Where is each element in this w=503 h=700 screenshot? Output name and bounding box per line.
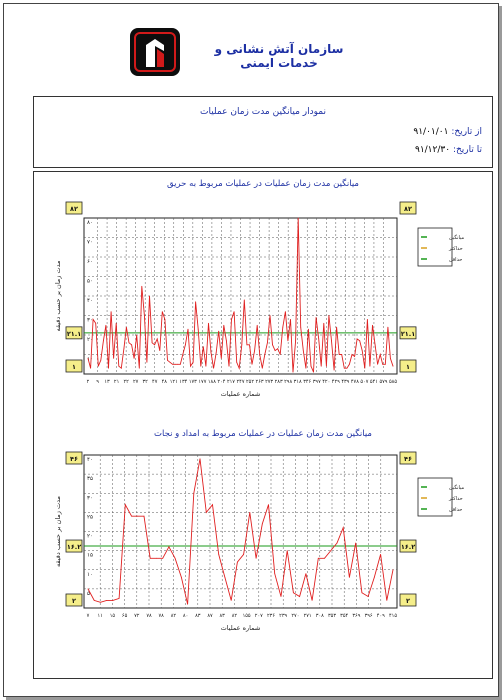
chart-1-xtick-label: ۵۰۷: [360, 379, 369, 385]
chart-1-data-point: [188, 329, 189, 330]
chart-1-xtick-label: ۱۲۱: [169, 379, 178, 385]
chart-1-data-point: [211, 352, 212, 353]
chart-2-ytick-label: ۲۵: [87, 514, 93, 521]
chart-1-data-point: [275, 350, 276, 351]
chart-1-data-point: [165, 319, 166, 320]
chart-1-data-point: [347, 368, 348, 369]
chart-1-data-point: [295, 340, 296, 341]
chart-1-legend-label: حداکثر: [449, 246, 463, 252]
chart-2-data-point: [137, 516, 138, 517]
from-date-value: ۹۱/۰۱/۰۱: [413, 127, 449, 137]
chart-1-data-point: [344, 368, 345, 369]
chart-1-data-point: [390, 358, 391, 359]
chart-1-x-axis-label: شماره عملیات: [220, 390, 261, 398]
chart-1-data-point: [95, 323, 96, 324]
chart-1-data-point: [385, 364, 386, 365]
chart-2-data-point: [150, 558, 151, 559]
chart-2-data-point: [200, 458, 201, 459]
chart-2-data-point: [131, 516, 132, 517]
chart-1-data-point: [147, 362, 148, 363]
chart-1-data-point: [285, 311, 286, 312]
chart-1-data-point: [177, 364, 178, 365]
chart-2-data-point: [262, 524, 263, 525]
chart-2-data-point: [187, 604, 188, 605]
chart-1-ytick-label: ۱۰: [87, 356, 93, 363]
chart-2-data-point: [249, 512, 250, 513]
chart-2-xtick-label: ۸۳: [195, 613, 201, 619]
report-header: [4, 4, 498, 92]
chart-1-data-point: [323, 323, 324, 324]
chart-1-data-point: [195, 301, 196, 302]
chart-2-title: میانگین مدت زمان عملیات در عملیات مربوط به امداد و نجات: [154, 429, 372, 439]
chart-1-data-point: [354, 356, 355, 357]
chart-1-data-point: [226, 340, 227, 341]
chart-1-min-badge-left-label: ۱: [72, 363, 76, 371]
chart-1-data-point: [331, 340, 332, 341]
chart-2-max-badge-right-label: ۴۶: [404, 455, 412, 463]
chart-1-ytick-label: ۶۰: [87, 259, 93, 265]
chart-1-data-point: [175, 364, 176, 365]
chart-1-data-point: [259, 354, 260, 355]
chart-1-xtick-label: ۴۷: [152, 379, 158, 385]
charts-canvas: [34, 172, 492, 678]
charts-box: [33, 171, 493, 679]
chart-1-min-badge-right-label: ۱: [406, 363, 410, 371]
chart-2-xtick-label: ۳۹۶: [364, 613, 373, 619]
chart-2-xtick-label: ۳۶۹: [352, 613, 361, 619]
chart-2-avg-badge-left-label: ۱۶.۲: [66, 543, 82, 552]
chart-1-data-point: [172, 364, 173, 365]
chart-2-xtick-label: ۱۵۵: [242, 613, 251, 619]
chart-1-ytick-label: ۲۰: [87, 337, 93, 343]
chart-1-data-point: [254, 350, 255, 351]
chart-1-xtick-label: ۲۵۲: [246, 379, 255, 385]
chart-1-xtick-label: ۱۳: [104, 379, 110, 385]
chart-1-xtick-label: ۱۷۳: [188, 379, 197, 385]
chart-1-ytick-label: ۳۰: [87, 317, 93, 324]
chart-1-data-point: [185, 344, 186, 345]
chart-1-data-point: [370, 366, 371, 367]
chart-2-ytick-label: ۴۰: [87, 457, 93, 463]
chart-1-data-point: [388, 327, 389, 328]
chart-1-data-point: [272, 344, 273, 345]
chart-1-data-point: [357, 339, 358, 340]
chart-1-data-point: [139, 368, 140, 369]
chart-1-ytick-label: ۷۰: [87, 239, 93, 246]
chart-1-data-point: [231, 319, 232, 320]
chart-1-data-point: [339, 354, 340, 355]
chart-2-data-point: [349, 577, 350, 578]
chart-1-xtick-label: ۲۱: [113, 379, 120, 385]
chart-1-data-point: [290, 319, 291, 320]
chart-1-data-point: [111, 311, 112, 312]
chart-2-data-point: [330, 550, 331, 551]
chart-1-xtick-label: ۲۰۴: [217, 379, 226, 385]
chart-1-data-point: [121, 368, 122, 369]
chart-1-data-point: [234, 311, 235, 312]
chart-2-xtick-label: ۱۱: [97, 613, 103, 619]
chart-2-ytick-label: ۱۵: [87, 552, 93, 559]
chart-1-data-point: [359, 340, 360, 341]
chart-2-data-point: [206, 512, 207, 513]
chart-1-legend-label: میانگین: [449, 235, 465, 241]
chart-2-x-axis-label: شماره عملیات: [220, 624, 261, 632]
chart-1-xtick-label: ۲: [86, 379, 90, 385]
chart-2-data-point: [94, 600, 95, 601]
chart-1-data-point: [113, 358, 114, 359]
chart-2-xtick-label: ۳۵۳: [327, 613, 337, 619]
chart-1-data-point: [382, 364, 383, 365]
chart-1-data-point: [326, 366, 327, 367]
chart-1-data-point: [131, 344, 132, 345]
chart-2-data-point: [162, 558, 163, 559]
chart-1-max-badge-right-label: ۸۲: [404, 205, 412, 213]
chart-2-data-point: [218, 554, 219, 555]
chart-1-data-point: [262, 368, 263, 369]
chart-1-data-point: [180, 364, 181, 365]
chart-1-xtick-label: ۲۸۳: [274, 379, 283, 385]
chart-2-max-badge-left-label: ۴۶: [70, 455, 78, 463]
chart-1-data-point: [282, 327, 283, 328]
chart-1-xtick-label: ۴۳۹: [341, 379, 350, 385]
chart-1-ytick-label: ۴۰: [87, 298, 93, 304]
chart-1-data-point: [267, 342, 268, 343]
chart-2-xtick-label: ۴۰۹: [376, 613, 385, 619]
chart-2-xtick-label: ۸۲: [170, 613, 177, 619]
chart-1-data-point: [375, 344, 376, 345]
chart-2-data-point: [212, 504, 213, 505]
chart-1-data-point: [308, 329, 309, 330]
report-page: [3, 3, 499, 697]
chart-1-avg-badge-left-label: ۲۱.۱: [66, 329, 82, 338]
chart-2-data-point: [374, 577, 375, 578]
chart-2-min-badge-left-label: ۲: [72, 597, 76, 605]
chart-2-xtick-label: ۲۰۷: [254, 613, 263, 619]
chart-1-data-point: [321, 366, 322, 367]
chart-1-data-point: [129, 342, 130, 343]
chart-1-data-point: [300, 327, 301, 328]
chart-1-data-point: [377, 364, 378, 365]
chart-1-legend: [418, 228, 452, 266]
chart-1-xtick-label: ۲۴۷: [236, 379, 245, 385]
chart-1-data-point: [106, 325, 107, 326]
chart-1-data-point: [221, 358, 222, 359]
chart-1-data-point: [349, 364, 350, 365]
chart-1-data-point: [144, 315, 145, 316]
chart-2-data-point: [106, 600, 107, 601]
chart-2-data-point: [225, 577, 226, 578]
chart-1-data-point: [118, 366, 119, 367]
chart-1-xtick-label: ۹: [96, 379, 99, 385]
chart-2-data-point: [281, 596, 282, 597]
chart-1-data-point: [313, 372, 314, 373]
chart-2-data-point: [193, 493, 194, 494]
chart-1-data-point: [116, 323, 117, 324]
chart-1-title: میانگین مدت زمان عملیات در عملیات مربوط به حریق: [167, 179, 359, 189]
chart-2-data-point: [355, 543, 356, 544]
chart-1-xtick-label: ۴۷۸: [350, 379, 359, 385]
chart-1-xtick-label: ۳۹۷: [312, 379, 321, 385]
chart-2-data-point: [256, 558, 257, 559]
chart-2-legend: [418, 478, 452, 516]
chart-1-data-point: [288, 340, 289, 341]
chart-1-data-point: [380, 354, 381, 355]
chart-1-xtick-label: ۲۲: [123, 379, 129, 385]
chart-2-data-point: [100, 602, 101, 603]
chart-1-data-point: [90, 368, 91, 369]
chart-1-data-point: [152, 342, 153, 343]
chart-2-xtick-label: ۲۳۹: [279, 613, 288, 619]
chart-1-data-point: [241, 344, 242, 345]
chart-2-data-point: [175, 558, 176, 559]
from-date-line: [413, 127, 482, 137]
chart-1-data-point: [364, 368, 365, 369]
chart-1-xtick-label: ۴۸: [161, 379, 167, 385]
chart-1-data-point: [88, 358, 89, 359]
chart-2-xtick-label: ۱۵: [109, 613, 116, 619]
chart-1-xtick-label: ۱۷۷: [198, 379, 207, 385]
chart-1-data-point: [303, 350, 304, 351]
chart-2-data-point: [299, 596, 300, 597]
chart-1-data-point: [352, 354, 353, 355]
chart-2-legend-label: میانگین: [449, 485, 465, 491]
chart-1-data-point: [334, 370, 335, 371]
chart-1-legend-label: حداقل: [449, 257, 463, 263]
chart-1-data-point: [298, 218, 299, 219]
chart-2-data-point: [287, 550, 288, 551]
chart-2-xtick-label: ۶۵: [121, 613, 128, 619]
chart-2-ytick-label: ۵: [87, 590, 90, 597]
chart-1-data-point: [159, 350, 160, 351]
chart-1-xtick-label: ۳۱۸: [293, 379, 302, 385]
report-info-box: [33, 96, 493, 168]
chart-2-xtick-label: ۸۰: [182, 613, 189, 619]
chart-2-data-point: [368, 596, 369, 597]
chart-1-data-point: [124, 348, 125, 349]
chart-1-xtick-label: ۱۸۸: [207, 379, 216, 385]
chart-2-data-point: [181, 577, 182, 578]
chart-1-data-point: [229, 366, 230, 367]
chart-1-data-point: [149, 296, 150, 297]
chart-1-data-point: [100, 360, 101, 361]
chart-1-data-point: [103, 340, 104, 341]
chart-2-data-point: [144, 516, 145, 517]
chart-2-data-point: [293, 592, 294, 593]
chart-1-data-point: [213, 368, 214, 369]
chart-2-xtick-label: ۸۷: [207, 613, 213, 619]
chart-1-data-point: [206, 366, 207, 367]
chart-1-data-point: [126, 327, 127, 328]
to-date-value: ۹۱/۱۲/۳۰: [414, 145, 451, 155]
chart-1-data-point: [247, 344, 248, 345]
chart-2-data-point: [231, 600, 232, 601]
chart-1-data-point: [311, 366, 312, 367]
from-date-label: از تاریخ:: [451, 127, 482, 137]
chart-1-xtick-label: ۵۴۱: [369, 379, 378, 385]
chart-1-xtick-label: ۲۷: [132, 379, 139, 385]
chart-1-data-point: [200, 366, 201, 367]
chart-2-data-point: [312, 600, 313, 601]
chart-1-data-point: [108, 368, 109, 369]
chart-1-data-point: [277, 348, 278, 349]
chart-2-xtick-label: ۲۳۶: [266, 613, 276, 619]
chart-1-xtick-label: ۵۸۵: [388, 379, 398, 385]
chart-1-data-point: [198, 329, 199, 330]
chart-1-data-point: [134, 358, 135, 359]
chart-1-xtick-label: ۲۷۳: [265, 379, 274, 385]
chart-2-xtick-label: ۷۸: [146, 613, 152, 619]
chart-2-data-point: [274, 573, 275, 574]
chart-2-xtick-label: ۷۸: [158, 613, 164, 619]
chart-1-data-point: [193, 362, 194, 363]
chart-2-xtick-label: ۲۷۰: [291, 613, 300, 619]
chart-1-data-point: [236, 362, 237, 363]
chart-1-data-point: [244, 300, 245, 301]
chart-2-xtick-label: ۳۰۸: [315, 613, 324, 619]
chart-1-data-point: [167, 360, 168, 361]
chart-1-data-point: [190, 366, 191, 367]
chart-1-data-point: [306, 368, 307, 369]
chart-1-xtick-label: ۲۶۳: [255, 379, 264, 385]
chart-1-data-point: [182, 354, 183, 355]
chart-2-data-point: [119, 598, 120, 599]
chart-1-data-point: [393, 366, 394, 367]
chart-2-data-point: [324, 558, 325, 559]
chart-2-legend-label: حداکثر: [449, 496, 463, 502]
chart-2-data-point: [243, 554, 244, 555]
chart-2-data-point: [237, 562, 238, 563]
chart-2-xtick-label: ۲۷۱: [303, 613, 312, 619]
chart-1-y-axis-label: مدت زمان بر حسب دقیقه: [54, 260, 62, 332]
fire-department-logo: [129, 27, 181, 77]
chart-1-data-point: [336, 327, 337, 328]
chart-1-data-point: [157, 339, 158, 340]
chart-2-data-point: [306, 573, 307, 574]
chart-1-data-point: [223, 325, 224, 326]
organization-name: سازمان آتش نشانی و خدمات ایمنی: [214, 42, 344, 70]
chart-1-data-point: [239, 368, 240, 369]
chart-2-data-point: [88, 589, 89, 590]
chart-1-xtick-label: ۱۳۴: [179, 379, 188, 385]
report-title: نمودار میانگین مدت زمان عملیات: [200, 107, 326, 117]
chart-1-xtick-label: ۳۴۶: [303, 379, 312, 385]
chart-2-data-point: [380, 554, 381, 555]
chart-1-data-point: [329, 315, 330, 316]
chart-1-ytick-label: ۵۰: [87, 278, 93, 285]
chart-1-data-point: [257, 325, 258, 326]
chart-2-data-point: [125, 504, 126, 505]
chart-2-y-axis-label: مدت زمان بر حسب دقیقه: [54, 496, 62, 567]
chart-1-data-point: [252, 364, 253, 365]
chart-2-xtick-label: ۳۵۴: [340, 613, 349, 619]
chart-1-xtick-label: ۵۷۹: [379, 379, 388, 385]
chart-2-data-point: [318, 558, 319, 559]
chart-2-data-point: [386, 600, 387, 601]
chart-1-data-point: [203, 346, 204, 347]
chart-2-xtick-label: ۷۲: [134, 613, 140, 619]
chart-1-data-point: [136, 335, 137, 336]
chart-1-data-point: [372, 325, 373, 326]
chart-1-data-point: [293, 372, 294, 373]
chart-1-xtick-label: ۴۲۰: [322, 379, 331, 385]
chart-1-ytick-label: ۸۰: [87, 220, 93, 226]
chart-2-data-point: [393, 569, 394, 570]
chart-2-data-point: [156, 558, 157, 559]
chart-2-data-point: [169, 546, 170, 547]
chart-1-data-point: [367, 319, 368, 320]
chart-2-data-point: [362, 592, 363, 593]
chart-1-data-point: [318, 339, 319, 340]
chart-1-data-point: [98, 366, 99, 367]
chart-1-max-badge-left-label: ۸۲: [70, 205, 78, 213]
chart-2-data-point: [268, 504, 269, 505]
chart-2-xtick-label: ۴۱۵: [388, 613, 398, 619]
chart-1-data-point: [170, 362, 171, 363]
chart-1-avg-badge-right-label: ۲۱.۱: [400, 329, 416, 338]
chart-2-data-point: [113, 600, 114, 601]
chart-2-avg-badge-right-label: ۱۶.۲: [400, 543, 416, 552]
chart-1-data-point: [208, 323, 209, 324]
chart-1-data-point: [362, 350, 363, 351]
chart-1-data-point: [218, 331, 219, 332]
chart-1-xtick-label: ۲۹۸: [284, 379, 293, 385]
chart-1-data-point: [316, 317, 317, 318]
chart-2-data-point: [343, 527, 344, 528]
chart-1-data-point: [154, 344, 155, 345]
chart-1-data-point: [216, 352, 217, 353]
chart-1-data-point: [270, 315, 271, 316]
chart-2-xtick-label: ۸۳: [219, 613, 225, 619]
chart-1-data-point: [249, 344, 250, 345]
chart-1-data-point: [141, 286, 142, 287]
chart-2-ytick-label: ۲۰: [87, 533, 93, 540]
to-date-line: [415, 145, 482, 155]
chart-1-data-point: [341, 354, 342, 355]
chart-1-xtick-label: ۴۲۹: [331, 379, 340, 385]
chart-1-data-point: [264, 354, 265, 355]
chart-1-xtick-label: ۳۲: [142, 379, 148, 385]
chart-2-data-point: [337, 543, 338, 544]
chart-2-ytick-label: ۱۰: [87, 571, 93, 578]
chart-2-ytick-label: ۳۰: [87, 495, 93, 502]
chart-2-legend-label: حداقل: [449, 507, 463, 513]
chart-1-data-point: [280, 354, 281, 355]
to-date-label: تا تاریخ:: [452, 145, 482, 155]
chart-2-xtick-label: ۸۲: [231, 613, 238, 619]
chart-1-xtick-label: ۲۱۷: [226, 379, 235, 385]
chart-2-min-badge-right-label: ۲: [406, 597, 410, 605]
chart-2-xtick-label: ۷: [86, 613, 90, 619]
chart-1-data-point: [93, 319, 94, 320]
chart-1-data-point: [162, 311, 163, 312]
chart-2-ytick-label: ۳۵: [87, 476, 93, 483]
